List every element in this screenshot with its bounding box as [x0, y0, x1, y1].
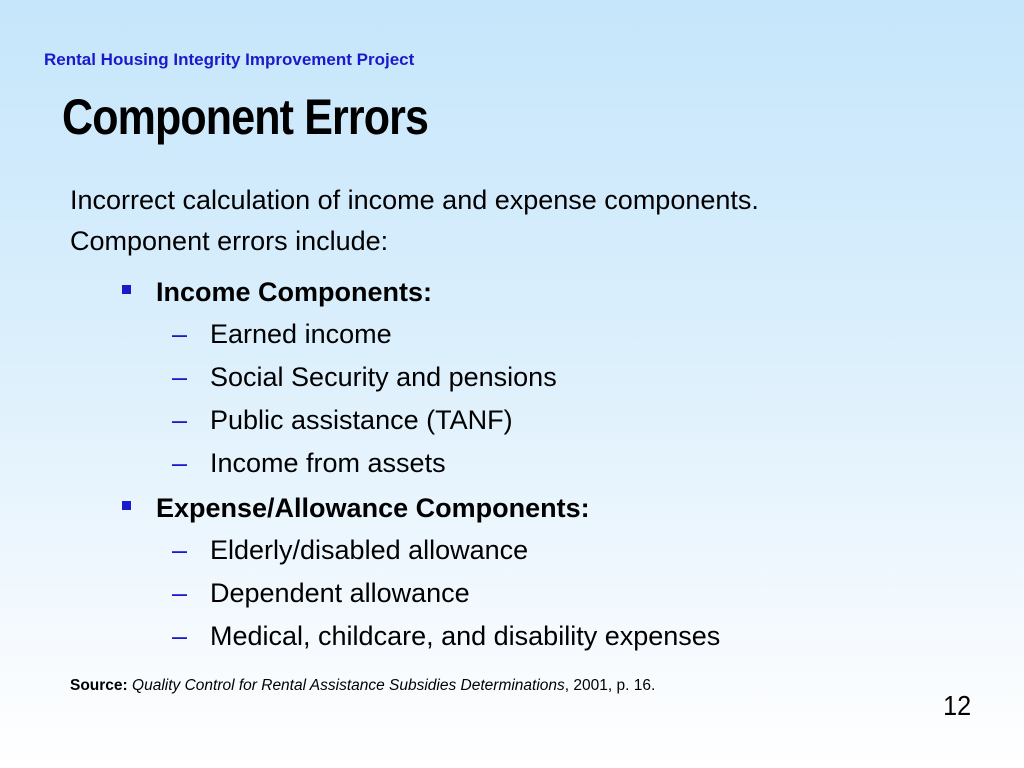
section-label: Income Components: — [156, 276, 433, 307]
list-item — [172, 359, 557, 395]
dash-bullet-icon: – — [172, 620, 188, 651]
slide-title: Component Errors — [62, 89, 429, 145]
dash-bullet-icon: – — [172, 318, 188, 349]
list-item — [172, 618, 720, 654]
list-item — [172, 575, 470, 611]
list-item-text: Income from assets — [210, 447, 446, 478]
page-number: 12 — [942, 690, 971, 721]
square-bullet-icon — [122, 285, 131, 294]
section-income — [122, 274, 432, 310]
list-item-text: Elderly/disabled allowance — [210, 534, 529, 565]
dash-bullet-icon: – — [172, 404, 188, 435]
project-name: Rental Housing Integrity Improvement Project — [44, 50, 415, 69]
list-item-text: Dependent allowance — [210, 577, 470, 608]
list-item-text: Medical, childcare, and disability expenses — [210, 620, 721, 651]
source-title: Quality Control for Rental Assistance Subsidies Determinations — [132, 677, 565, 694]
source-citation — [70, 677, 655, 695]
list-item — [172, 316, 392, 352]
dash-bullet-icon: – — [172, 534, 188, 565]
source-details: , 2001, p. 16. — [564, 677, 656, 694]
list-item-text: Earned income — [210, 318, 392, 349]
intro-line-1: Incorrect calculation of income and expense components. — [70, 185, 759, 215]
dash-bullet-icon: – — [172, 447, 188, 478]
dash-bullet-icon: – — [172, 361, 188, 392]
square-bullet-icon — [122, 501, 131, 510]
source-label: Source: — [70, 677, 128, 694]
dash-bullet-icon: – — [172, 577, 188, 608]
intro-text — [70, 180, 970, 262]
list-item — [172, 445, 446, 481]
intro-line-2: Component errors include: — [70, 226, 389, 256]
section-expense — [122, 490, 590, 526]
list-item — [172, 532, 528, 568]
list-item-text: Social Security and pensions — [210, 361, 557, 392]
list-item-text: Public assistance (TANF) — [210, 404, 513, 435]
list-item — [172, 402, 513, 438]
section-label: Expense/Allowance Components: — [156, 492, 590, 523]
